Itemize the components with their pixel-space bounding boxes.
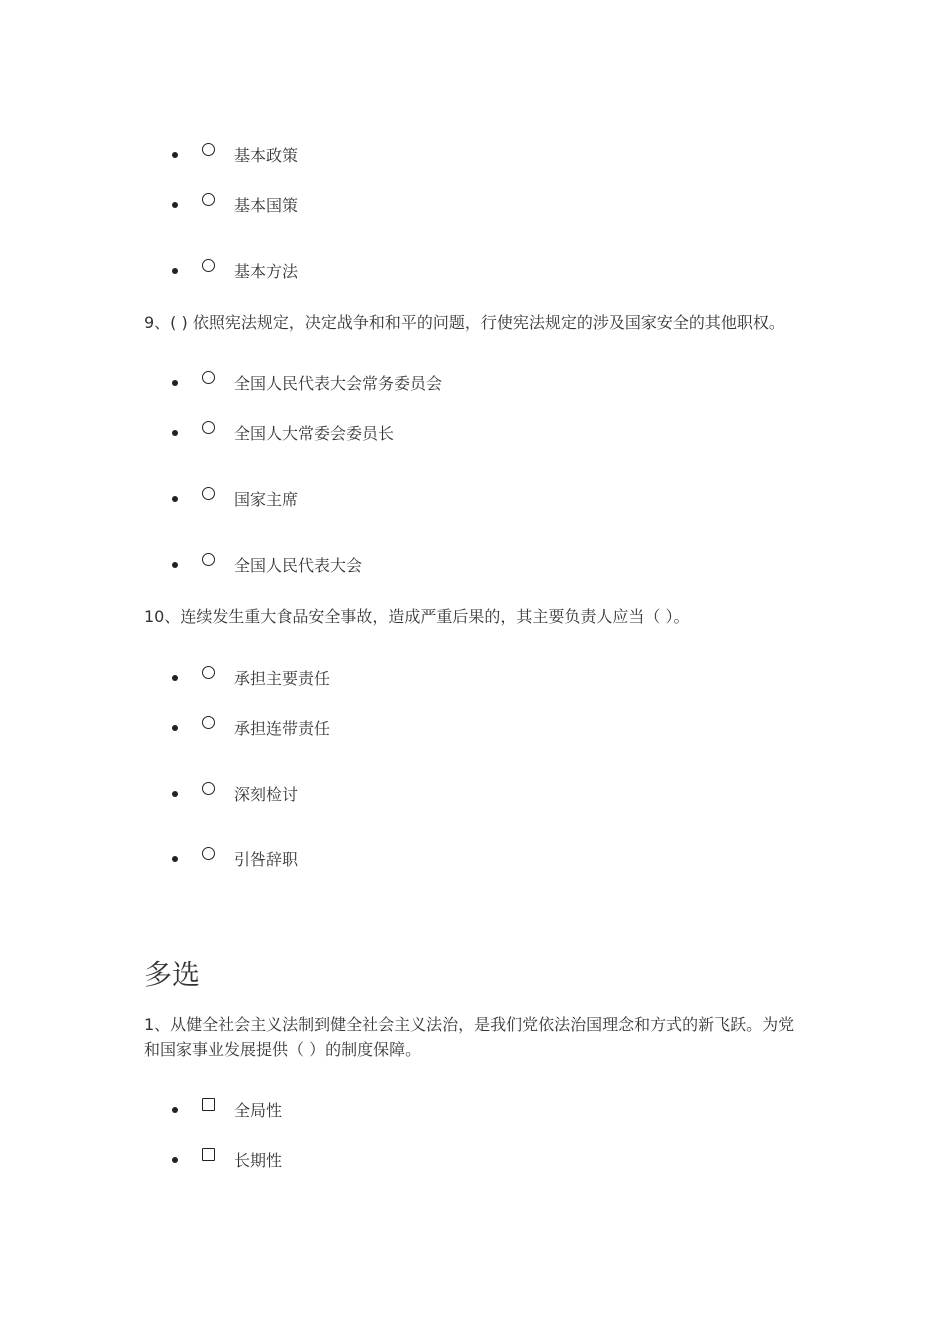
radio-button[interactable]	[202, 716, 215, 729]
list-item[interactable]	[168, 371, 808, 395]
bullet-icon	[172, 152, 178, 158]
radio-button[interactable]	[202, 143, 215, 156]
option-label: 承担连带责任	[234, 719, 331, 738]
option-label: 全国人大常委会委员长	[234, 424, 395, 443]
bullet-icon	[172, 1157, 178, 1163]
list-item[interactable]	[168, 1148, 808, 1172]
radio-button[interactable]	[202, 259, 215, 272]
bullet-icon	[172, 268, 178, 274]
list-item[interactable]	[168, 421, 808, 445]
list-item[interactable]	[168, 716, 808, 740]
list-item[interactable]	[168, 259, 808, 283]
list-item[interactable]	[168, 666, 808, 690]
bullet-icon	[172, 430, 178, 436]
bullet-icon	[172, 791, 178, 797]
option-label: 承担主要责任	[234, 669, 331, 688]
list-item[interactable]	[168, 143, 808, 167]
radio-button[interactable]	[202, 553, 215, 566]
radio-button[interactable]	[202, 487, 215, 500]
option-label: 基本政策	[234, 146, 299, 165]
list-item[interactable]	[168, 193, 808, 217]
radio-button[interactable]	[202, 371, 215, 384]
question-text-line-1: 1、从健全社会主义法制到健全社会主义法治，是我们党依法治国理念和方式的新飞跃。为党	[144, 1015, 795, 1034]
option-label: 深刻检讨	[234, 785, 299, 804]
option-label: 基本国策	[234, 196, 299, 215]
bullet-icon	[172, 562, 178, 568]
option-label: 引咎辞职	[234, 850, 299, 869]
bullet-icon	[172, 675, 178, 681]
radio-button[interactable]	[202, 847, 215, 860]
list-item[interactable]	[168, 847, 808, 871]
option-label: 全局性	[234, 1101, 283, 1120]
question-text: 10、连续发生重大食品安全事故，造成严重后果的，其主要负责人应当（ ）。	[144, 607, 690, 626]
bullet-icon	[172, 725, 178, 731]
radio-button[interactable]	[202, 193, 215, 206]
list-item[interactable]	[168, 782, 808, 806]
question-text-line-2: 和国家事业发展提供（ ）的制度保障。	[144, 1040, 422, 1059]
radio-button[interactable]	[202, 421, 215, 434]
option-label: 长期性	[234, 1151, 283, 1170]
bullet-icon	[172, 380, 178, 386]
checkbox[interactable]	[202, 1098, 215, 1111]
question-text: 9、( ) 依照宪法规定，决定战争和和平的问题，行使宪法规定的涉及国家安全的其他职权。	[144, 313, 785, 332]
bullet-icon	[172, 202, 178, 208]
bullet-icon	[172, 856, 178, 862]
checkbox[interactable]	[202, 1148, 215, 1161]
list-item[interactable]	[168, 1098, 808, 1122]
bullet-icon	[172, 1107, 178, 1113]
radio-button[interactable]	[202, 666, 215, 679]
radio-button[interactable]	[202, 782, 215, 795]
option-label: 国家主席	[234, 490, 299, 509]
option-label: 基本方法	[234, 262, 299, 281]
list-item[interactable]	[168, 553, 808, 577]
bullet-icon	[172, 496, 178, 502]
option-label: 全国人民代表大会常务委员会	[234, 374, 443, 393]
list-item[interactable]	[168, 487, 808, 511]
option-label: 全国人民代表大会	[234, 556, 363, 575]
section-title: 多选	[144, 958, 201, 991]
